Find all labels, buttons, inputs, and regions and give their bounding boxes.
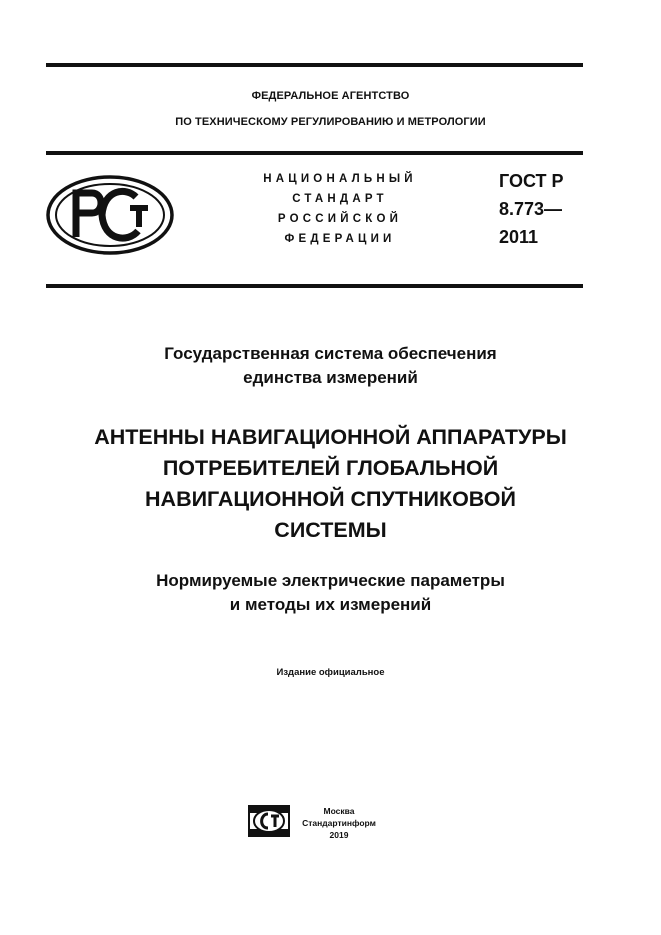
standard-kind-line-1: НАЦИОНАЛЬНЫЙ: [263, 173, 417, 185]
standartinform-logo-icon: [248, 805, 290, 837]
gost-number-line-3: 2011: [499, 227, 539, 247]
standard-kind-line-3: РОССИЙСКОЙ: [277, 213, 403, 225]
standard-block-rule: [46, 284, 583, 288]
top-rule: [46, 63, 583, 67]
publisher-year: 2019: [329, 830, 349, 840]
standard-kind-line-4: ФЕДЕРАЦИИ: [284, 233, 396, 245]
subtitle-line-1: Нормируемые электрические параметры: [156, 571, 505, 590]
rst-certification-logo-icon: [46, 175, 174, 255]
title-line-2: ПОТРЕБИТЕЛЕЙ ГЛОБАЛЬНОЙ: [162, 456, 499, 480]
edition-label: Издание официальное: [276, 667, 385, 678]
agency-line-1: ФЕДЕРАЛЬНОЕ АГЕНТСТВО: [251, 90, 410, 102]
series-line-1: Государственная система обеспечения: [164, 344, 497, 363]
standard-kind-line-2: СТАНДАРТ: [292, 193, 388, 205]
gost-number-line-1: ГОСТ Р: [499, 171, 564, 191]
series-line-2: единства измерений: [243, 368, 418, 387]
title-line-3: НАВИГАЦИОННОЙ СПУТНИКОВОЙ: [145, 487, 516, 511]
header-rule: [46, 151, 583, 155]
gost-number-line-2: 8.773—: [499, 199, 563, 219]
subtitle-line-2: и методы их измерений: [229, 595, 432, 614]
agency-line-2: ПО ТЕХНИЧЕСКОМУ РЕГУЛИРОВАНИЮ И МЕТРОЛОГИИ: [175, 116, 486, 128]
title-line-1: АНТЕННЫ НАВИГАЦИОННОЙ АППАРАТУРЫ: [94, 425, 567, 449]
publisher-name: Стандартинформ: [302, 818, 376, 828]
publisher-city: Москва: [323, 806, 355, 816]
title-line-4: СИСТЕМЫ: [274, 518, 387, 542]
